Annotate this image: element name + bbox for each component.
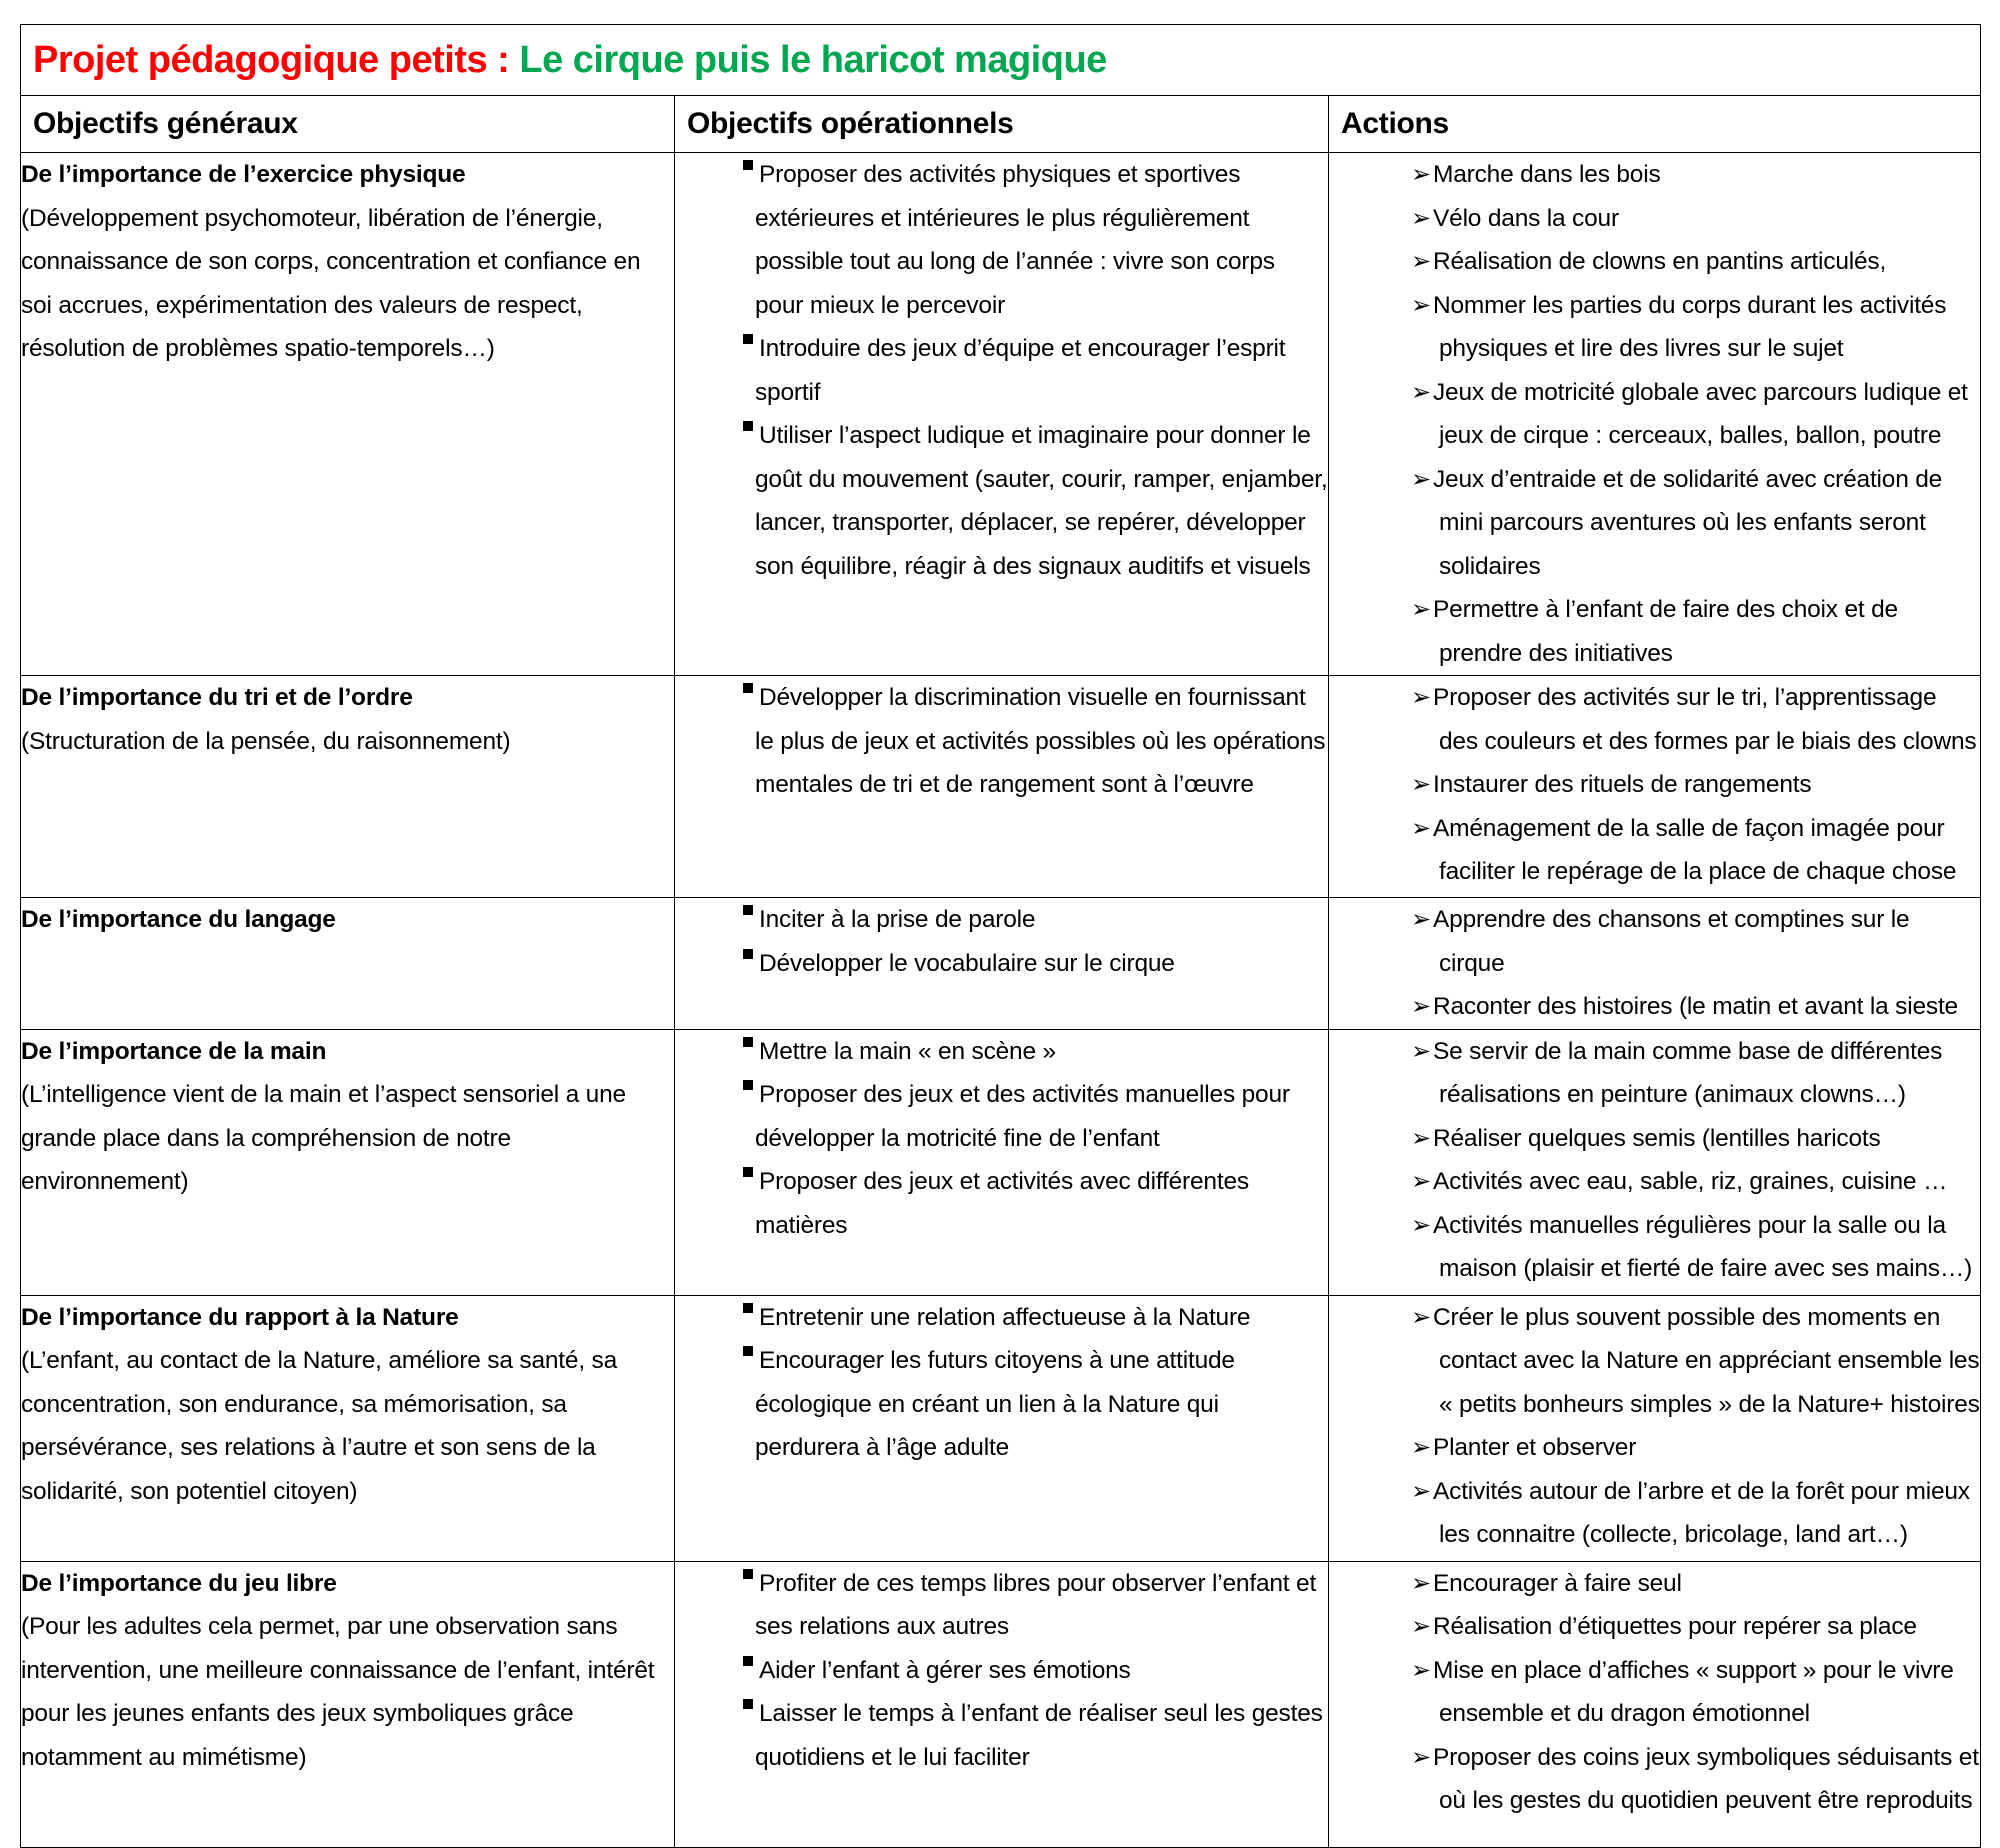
objectifs-operationnels-cell bbox=[675, 1295, 1329, 1561]
action-text: Proposer des activités sur le tri, l’apprentissage des couleurs et des formes par le biais des clowns bbox=[1433, 684, 1977, 755]
objectif-general-cell bbox=[21, 153, 675, 676]
action-text: Activités avec eau, sable, riz, graines, cuisine … bbox=[1433, 1168, 1948, 1195]
arrow-bullet-icon: ➢ bbox=[1411, 1656, 1431, 1684]
actions-list bbox=[1329, 1030, 1980, 1291]
list-item bbox=[675, 1339, 1328, 1470]
operational-objective-text: Mettre la main « en scène » bbox=[759, 1037, 1056, 1065]
list-item bbox=[1329, 985, 1980, 1029]
arrow-bullet-icon: ➢ bbox=[1411, 1168, 1431, 1195]
actions-cell bbox=[1329, 676, 1981, 898]
square-bullet-icon bbox=[743, 1037, 753, 1047]
list-item bbox=[1329, 1736, 1980, 1823]
actions-list bbox=[1329, 153, 1980, 675]
objectif-general-title: De l’importance du jeu libre bbox=[21, 1569, 337, 1597]
table-row bbox=[21, 1029, 1981, 1295]
list-item bbox=[675, 1073, 1328, 1160]
objectif-general-description: (L’enfant, au contact de la Nature, améliore sa santé, sa concentration, son endurance, sa mémorisation, sa persévérance, ses relations à l’autre et son sens de la solidarité, son potentiel citoyen) bbox=[21, 1347, 618, 1505]
objectif-general-title: De l’importance du tri et de l’ordre bbox=[21, 684, 413, 711]
action-text: Activités autour de l’arbre et de la forêt pour mieux les connaitre (collecte, bricolage, land art…) bbox=[1433, 1477, 1970, 1548]
list-item bbox=[1329, 197, 1980, 241]
project-table bbox=[20, 24, 1981, 1848]
arrow-bullet-icon: ➢ bbox=[1411, 906, 1431, 933]
title-part-1: Projet pédagogique petits : bbox=[33, 39, 520, 81]
operational-objective-text: Développer le vocabulaire sur le cirque bbox=[759, 949, 1175, 977]
list-item bbox=[675, 942, 1328, 986]
action-text: Apprendre des chansons et comptines sur le cirque bbox=[1433, 906, 1910, 977]
arrow-bullet-icon: ➢ bbox=[1411, 1613, 1431, 1640]
actions-cell bbox=[1329, 1029, 1981, 1295]
arrow-bullet-icon: ➢ bbox=[1411, 291, 1431, 319]
objectif-general-cell bbox=[21, 676, 675, 898]
arrow-bullet-icon: ➢ bbox=[1411, 1569, 1431, 1597]
square-bullet-icon bbox=[743, 949, 753, 959]
objectif-general-cell bbox=[21, 1029, 675, 1295]
title-part-2: Le cirque puis le haricot magique bbox=[519, 39, 1107, 81]
list-item bbox=[1329, 676, 1980, 763]
operational-objective-text: Profiter de ces temps libres pour observer l’enfant et ses relations aux autres bbox=[755, 1569, 1317, 1640]
action-text: Aménagement de la salle de façon imagée pour faciliter le repérage de la place de chaque chose bbox=[1433, 814, 1957, 885]
objectif-general-title: De l’importance du langage bbox=[21, 906, 336, 933]
arrow-bullet-icon: ➢ bbox=[1411, 161, 1431, 188]
objectif-general-description: (L’intelligence vient de la main et l’aspect sensoriel a une grande place dans la compréhension de notre environnement) bbox=[21, 1081, 626, 1195]
arrow-bullet-icon: ➢ bbox=[1411, 1303, 1431, 1331]
list-item bbox=[1329, 807, 1980, 894]
square-bullet-icon bbox=[743, 1346, 753, 1356]
list-item bbox=[1329, 458, 1980, 589]
arrow-bullet-icon: ➢ bbox=[1411, 378, 1431, 406]
arrow-bullet-icon: ➢ bbox=[1411, 248, 1431, 275]
operational-objective-text: Entretenir une relation affectueuse à la Nature bbox=[759, 1303, 1251, 1331]
operational-objective-text: Laisser le temps à l’enfant de réaliser seul les gestes quotidiens et le lui faciliter bbox=[755, 1700, 1323, 1771]
operational-objective-text: Proposer des activités physiques et sportives extérieures et intérieures le plus régulièrement possible tout au long de l’année : vivre son corps pour mieux le percevoir bbox=[755, 161, 1275, 319]
list-item bbox=[1329, 588, 1980, 675]
list-item bbox=[1329, 1117, 1980, 1161]
objectif-general-title: De l’importance du rapport à la Nature bbox=[21, 1303, 459, 1331]
action-text: Activités manuelles régulières pour la salle ou la maison (plaisir et fierté de faire avec ses mains…) bbox=[1433, 1211, 1973, 1282]
table-row bbox=[21, 898, 1981, 1030]
arrow-bullet-icon: ➢ bbox=[1411, 1124, 1431, 1152]
operational-objectives-list bbox=[675, 676, 1328, 807]
list-item bbox=[1329, 1562, 1980, 1606]
operational-objective-text: Utiliser l’aspect ludique et imaginaire pour donner le goût du mouvement (sauter, courir, ramper, enjamber, lancer, transporter, déplacer, se repérer, développer son équilibre, réagir à des signaux auditifs et visuels bbox=[755, 422, 1328, 580]
square-bullet-icon bbox=[743, 1167, 753, 1177]
arrow-bullet-icon: ➢ bbox=[1411, 1211, 1431, 1239]
list-item bbox=[1329, 763, 1980, 807]
action-text: Encourager à faire seul bbox=[1433, 1569, 1682, 1597]
list-item bbox=[1329, 1426, 1980, 1470]
square-bullet-icon bbox=[743, 683, 753, 693]
list-item bbox=[675, 414, 1328, 588]
action-text: Raconter des histoires (le matin et avant la sieste bbox=[1433, 993, 1958, 1020]
list-item bbox=[675, 1649, 1328, 1693]
objectif-general-description: (Structuration de la pensée, du raisonnement) bbox=[21, 727, 511, 755]
action-text: Planter et observer bbox=[1433, 1434, 1637, 1461]
header-actions: Actions bbox=[1329, 96, 1981, 153]
arrow-bullet-icon: ➢ bbox=[1411, 465, 1431, 493]
square-bullet-icon bbox=[743, 421, 753, 431]
operational-objective-text: Encourager les futurs citoyens à une attitude écologique en créant un lien à la Nature qui perdurera à l’âge adulte bbox=[755, 1347, 1235, 1461]
table-body bbox=[21, 153, 1981, 1848]
table-row bbox=[21, 1295, 1981, 1561]
square-bullet-icon bbox=[743, 1656, 753, 1666]
actions-list bbox=[1329, 676, 1980, 894]
title-cell bbox=[21, 25, 1981, 96]
arrow-bullet-icon: ➢ bbox=[1411, 814, 1431, 842]
action-text: Permettre à l’enfant de faire des choix et de prendre des initiatives bbox=[1433, 596, 1898, 667]
operational-objectives-list bbox=[675, 1030, 1328, 1248]
objectif-general-cell bbox=[21, 1295, 675, 1561]
list-item bbox=[675, 1296, 1328, 1340]
square-bullet-icon bbox=[743, 160, 753, 170]
list-item bbox=[675, 327, 1328, 414]
action-text: Réalisation de clowns en pantins articulés, bbox=[1433, 248, 1887, 275]
list-item bbox=[1329, 1030, 1980, 1117]
arrow-bullet-icon: ➢ bbox=[1411, 1434, 1431, 1461]
actions-cell bbox=[1329, 1295, 1981, 1561]
action-text: Nommer les parties du corps durant les activités physiques et lire des livres sur le sujet bbox=[1433, 291, 1947, 362]
arrow-bullet-icon: ➢ bbox=[1411, 771, 1431, 798]
arrow-bullet-icon: ➢ bbox=[1411, 1743, 1431, 1771]
list-item bbox=[675, 153, 1328, 327]
list-item bbox=[675, 1692, 1328, 1779]
arrow-bullet-icon: ➢ bbox=[1411, 204, 1431, 232]
header-objectifs-generaux: Objectifs généraux bbox=[21, 96, 675, 153]
actions-list bbox=[1329, 898, 1980, 1029]
action-text: Vélo dans la cour bbox=[1433, 204, 1619, 232]
list-item bbox=[1329, 1605, 1980, 1649]
operational-objective-text: Proposer des jeux et des activités manuelles pour développer la motricité fine de l’enfant bbox=[755, 1081, 1290, 1152]
arrow-bullet-icon: ➢ bbox=[1411, 1477, 1431, 1505]
list-item bbox=[675, 1562, 1328, 1649]
operational-objectives-list bbox=[675, 1562, 1328, 1780]
action-text: Créer le plus souvent possible des moments en contact avec la Nature en appréciant ensemble les « petits bonheurs simples » de la Nature+ histoires bbox=[1433, 1303, 1980, 1418]
actions-list bbox=[1329, 1296, 1980, 1557]
objectif-general-cell bbox=[21, 1561, 675, 1847]
action-text: Marche dans les bois bbox=[1433, 161, 1661, 188]
operational-objective-text: Développer la discrimination visuelle en fournissant le plus de jeux et activités possibles où les opérations mentales de tri et de rangement sont à l’œuvre bbox=[755, 684, 1326, 798]
action-text: Jeux de motricité globale avec parcours ludique et jeux de cirque : cerceaux, balles, ballon, poutre bbox=[1433, 378, 1968, 449]
list-item bbox=[1329, 240, 1980, 284]
arrow-bullet-icon: ➢ bbox=[1411, 993, 1431, 1020]
list-item bbox=[1329, 284, 1980, 371]
list-item bbox=[1329, 898, 1980, 985]
objectifs-operationnels-cell bbox=[675, 898, 1329, 1030]
square-bullet-icon bbox=[743, 905, 753, 915]
objectif-general-cell bbox=[21, 898, 675, 1030]
page-title bbox=[21, 25, 1980, 95]
operational-objective-text: Introduire des jeux d’équipe et encourager l’esprit sportif bbox=[755, 335, 1286, 406]
objectifs-operationnels-cell bbox=[675, 1029, 1329, 1295]
list-item bbox=[675, 898, 1328, 942]
list-item bbox=[1329, 1204, 1980, 1291]
actions-cell bbox=[1329, 153, 1981, 676]
table-row bbox=[21, 1561, 1981, 1847]
operational-objectives-list bbox=[675, 898, 1328, 985]
action-text: Se servir de la main comme base de différentes réalisations en peinture (animaux clowns…) bbox=[1433, 1037, 1943, 1108]
objectif-general-title: De l’importance de la main bbox=[21, 1037, 327, 1065]
operational-objective-text: Inciter à la prise de parole bbox=[759, 906, 1036, 933]
list-item bbox=[675, 676, 1328, 807]
list-item bbox=[1329, 1296, 1980, 1427]
objectif-general-description: (Développement psychomoteur, libération de l’énergie, connaissance de son corps, concentration et confiance en soi accrues, expérimentation des valeurs de respect, résolution de problèmes spatio-temporels…) bbox=[21, 204, 641, 362]
action-text: Instaurer des rituels de rangements bbox=[1433, 771, 1812, 798]
table-row bbox=[21, 676, 1981, 898]
arrow-bullet-icon: ➢ bbox=[1411, 1037, 1431, 1065]
list-item bbox=[1329, 153, 1980, 197]
operational-objective-text: Proposer des jeux et activités avec différentes matières bbox=[755, 1168, 1249, 1239]
action-text: Proposer des coins jeux symboliques séduisants et où les gestes du quotidien peuvent être reproduits bbox=[1433, 1743, 1979, 1814]
objectif-general-title: De l’importance de l’exercice physique bbox=[21, 161, 466, 188]
list-item bbox=[1329, 1160, 1980, 1204]
square-bullet-icon bbox=[743, 1699, 753, 1709]
table-row bbox=[21, 153, 1981, 676]
objectifs-operationnels-cell bbox=[675, 1561, 1329, 1847]
list-item bbox=[675, 1160, 1328, 1247]
objectif-general-description: (Pour les adultes cela permet, par une observation sans intervention, une meilleure connaissance de l’enfant, intérêt pour les jeunes enfants des jeux symboliques grâce notamment au mimétisme) bbox=[21, 1613, 655, 1771]
list-item bbox=[675, 1030, 1328, 1074]
header-objectifs-operationnels: Objectifs opérationnels bbox=[675, 96, 1329, 153]
operational-objective-text: Aider l’enfant à gérer ses émotions bbox=[759, 1656, 1131, 1684]
actions-cell bbox=[1329, 1561, 1981, 1847]
square-bullet-icon bbox=[743, 1303, 753, 1313]
header-row bbox=[21, 96, 1981, 153]
action-text: Réaliser quelques semis (lentilles haricots bbox=[1433, 1124, 1881, 1152]
operational-objectives-list bbox=[675, 153, 1328, 588]
list-item bbox=[1329, 371, 1980, 458]
square-bullet-icon bbox=[743, 334, 753, 344]
arrow-bullet-icon: ➢ bbox=[1411, 684, 1431, 711]
list-item bbox=[1329, 1649, 1980, 1736]
list-item bbox=[1329, 1470, 1980, 1557]
actions-list bbox=[1329, 1562, 1980, 1823]
objectifs-operationnels-cell bbox=[675, 676, 1329, 898]
square-bullet-icon bbox=[743, 1569, 753, 1579]
actions-cell bbox=[1329, 898, 1981, 1030]
action-text: Réalisation d’étiquettes pour repérer sa place bbox=[1433, 1613, 1917, 1640]
objectifs-operationnels-cell bbox=[675, 153, 1329, 676]
action-text: Mise en place d’affiches « support » pour le vivre ensemble et du dragon émotionnel bbox=[1433, 1656, 1954, 1727]
square-bullet-icon bbox=[743, 1080, 753, 1090]
operational-objectives-list bbox=[675, 1296, 1328, 1470]
arrow-bullet-icon: ➢ bbox=[1411, 596, 1431, 623]
action-text: Jeux d’entraide et de solidarité avec création de mini parcours aventures où les enfants seront solidaires bbox=[1433, 465, 1943, 580]
